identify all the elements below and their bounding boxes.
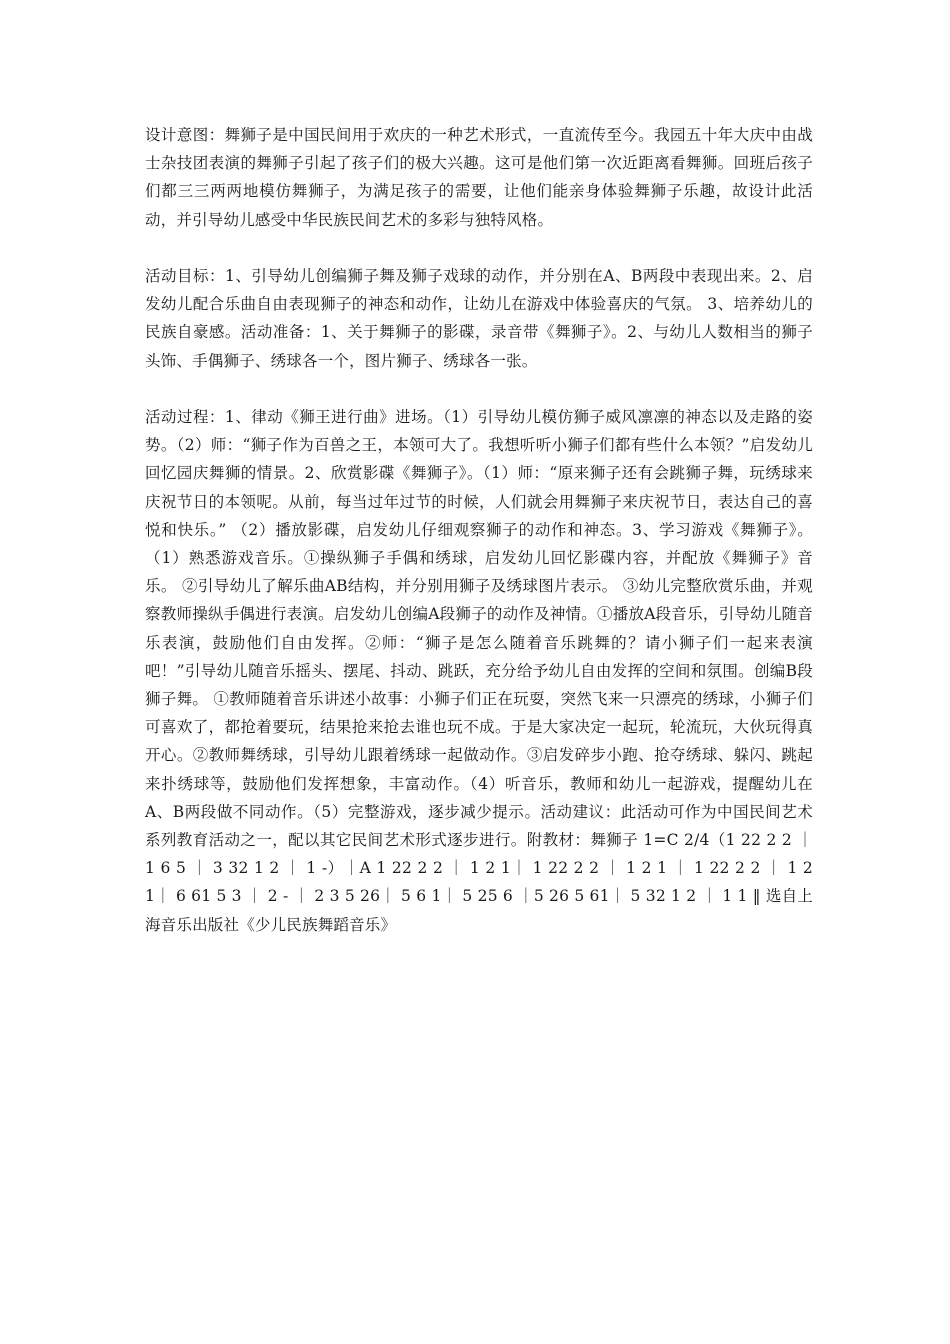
paragraph-spacer xyxy=(145,375,813,403)
document-body xyxy=(145,121,813,939)
paragraph-activity-process: 活动过程：1、律动《狮王进行曲》进场。（1）引导幼儿模仿狮子威风凛凛的神态以及走路的姿势。（2）师：“狮子作为百兽之王，本领可大了。我想听听小狮子们都有些什么本领？”启发幼儿回忆园庆舞狮的情景。2、欣赏影碟《舞狮子》。（1）师：“原来狮子还有会跳狮子舞，玩绣球来庆祝节日的本领呢。从前，每当过年过节的时候，人们就会用舞狮子来庆祝节日，表达自己的喜悦和快乐。” （2）播放影碟，启发幼儿仔细观察狮子的动作和神态。3、学习游戏《舞狮子》。（1）熟悉游戏音乐。①操纵狮子手偶和绣球，启发幼儿回忆影碟内容，并配放《舞狮子》音乐。 ②引导幼儿了解乐曲AB结构，并分别用狮子及绣球图片表示。 ③幼儿完整欣赏乐曲，并观察教师操纵手偶进行表演。启发幼儿创编A段狮子的动作及神情。①播放A段音乐，引导幼儿随音乐表演，鼓励他们自由发挥。②师：“狮子是怎么随着音乐跳舞的？请小狮子们一起来表演吧！”引导幼儿随音乐摇头、摆尾、抖动、跳跃，充分给予幼儿自由发挥的空间和氛围。创编B段狮子舞。 ①教师随着音乐讲述小故事：小狮子们正在玩耍，突然飞来一只漂亮的绣球，小狮子们可喜欢了，都抢着要玩，结果抢来抢去谁也玩不成。于是大家决定一起玩，轮流玩，大伙玩得真开心。②教师舞绣球，引导幼儿跟着绣球一起做动作。③启发碎步小跑、抢夺绣球、躲闪、跳起来扑绣球等，鼓励他们发挥想象，丰富动作。（4）听音乐，教师和幼儿一起游戏，提醒幼儿在A、B两段做不同动作。（5）完整游戏，逐步减少提示。活动建议：此活动可作为中国民间艺术系列教育活动之一，配以其它民间艺术形式逐步进行。附教材：舞狮子 1=C 2/4（1 22 2 2 ｜ 1 6 5 ｜ 3 32 1 2 ｜ 1 -）｜A 1 22 2 2 ｜ 1 2 1｜ 1 22 2 2 ｜ 1 2 1 ｜ 1 22 2 2 ｜ 1 2 1｜ 6 61 5 3 ｜ 2 - ｜ 2 3 5 26｜ 5 6 1｜ 5 25 6 ｜5 26 5 61｜ 5 32 1 2 ｜ 1 1 ‖ 选自上海音乐出版社《少儿民族舞蹈音乐》 xyxy=(145,408,813,934)
paragraph-activity-goals: 活动目标：1、引导幼儿创编狮子舞及狮子戏球的动作，并分别在A、B两段中表现出来。2、启发幼儿配合乐曲自由表现狮子的神态和动作，让幼儿在游戏中体验喜庆的气氛。 3、培养幼儿的民族自豪感。活动准备：1、关于舞狮子的影碟，录音带《舞狮子》。2、与幼儿人数相当的狮子头饰、手偶狮子、绣球各一个，图片狮子、绣球各一张。 xyxy=(145,267,813,370)
paragraph-design-intent: 设计意图：舞狮子是中国民间用于欢庆的一种艺术形式，一直流传至今。我园五十年大庆中由战士杂技团表演的舞狮子引起了孩子们的极大兴趣。这可是他们第一次近距离看舞狮。回班后孩子们都三三两两地模仿舞狮子，为满足孩子的需要，让他们能亲身体验舞狮子乐趣，故设计此活动，并引导幼儿感受中华民族民间艺术的多彩与独特风格。 xyxy=(145,126,813,229)
paragraph-spacer xyxy=(145,234,813,262)
